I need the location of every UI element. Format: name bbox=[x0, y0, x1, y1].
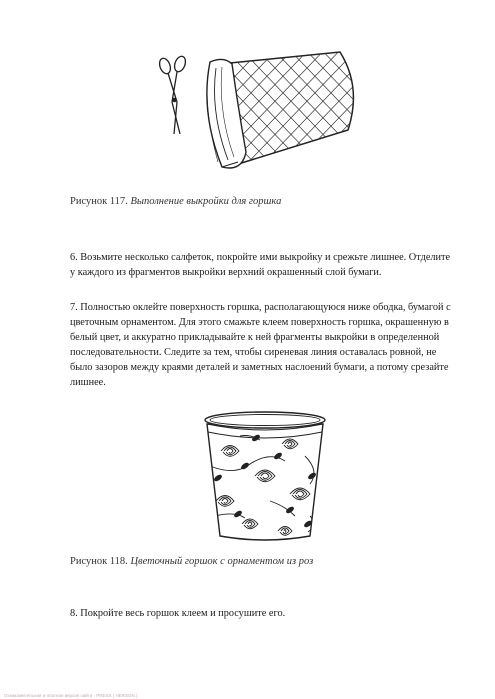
page-footer: Ознакомительная и платная версия сайта · PRESS ( HERSON ) bbox=[4, 693, 138, 698]
figure-117-number: Рисунок 117. bbox=[70, 196, 128, 207]
scissors-icon bbox=[158, 55, 188, 134]
lattice-line bbox=[150, 42, 156, 177]
lattice-line bbox=[362, 42, 370, 177]
lattice-line bbox=[150, 42, 204, 177]
figure-118-caption bbox=[70, 556, 313, 567]
figure-118-number: Рисунок 118. bbox=[70, 556, 128, 567]
step-7-paragraph: 7. Полностью оклейте поверхность горшка, располагающуюся ниже ободка, бумагой с цветочным орнаментом. Для этого смажьте клеем поверхность горшка, окрашенную в белый цвет, и аккуратно прикладывайте к ней фрагменты выкройки в определенной последовательности. Следите за тем, чтобы сиреневая линия оставалась ровной, не было зазоров между краями деталей и заметных наслоений бумаги, а потому срезайте лишнее. bbox=[70, 302, 451, 388]
figure-117-caption bbox=[70, 196, 281, 207]
lattice-line bbox=[150, 42, 156, 177]
rose-pot-illustration bbox=[190, 406, 340, 546]
lattice-line bbox=[362, 42, 370, 177]
lattice-line bbox=[150, 42, 204, 177]
step-8-paragraph: 8. Покройте весь горшок клеем и просушите его. bbox=[70, 608, 286, 619]
pot-pattern-illustration bbox=[150, 42, 370, 177]
figure-118-title: Цветочный горшок с орнаментом из роз bbox=[130, 556, 314, 567]
step-6-paragraph: 6. Возьмите несколько салфеток, покройте ими выкройку и срежьте лишнее. Отделите у каждого из фрагментов выкройки верхний окрашенный слой бумаги. bbox=[70, 252, 451, 278]
figure-117-title: Выполнение выкройки для горшка bbox=[130, 196, 282, 207]
